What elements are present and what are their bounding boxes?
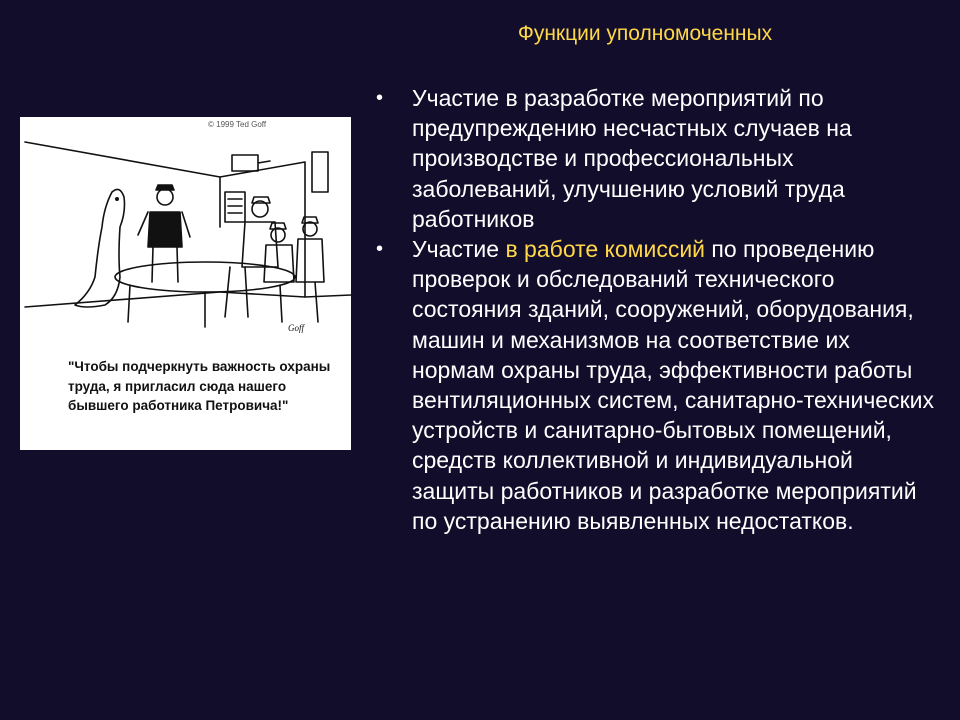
cartoon-image <box>20 117 351 450</box>
bullet-marker: • <box>376 87 384 109</box>
bullet-marker: • <box>376 238 384 261</box>
cartoon-copyright: © 1999 Ted Goff <box>208 120 267 129</box>
bullet-text-after: по проведению проверок и обследований технического состояния зданий, сооружений, оборудования, машин и механизмов на соответствие их нормам охраны труда, эффективности работы вентиляционных систем, санитарно-технических устройств и санитарно-бытовых помещений, средств коллективной и индивидуальной защиты работников и разработке мероприятий по устранению выявленных недостатков. <box>412 236 935 534</box>
bullet-highlight: в работе комиссий <box>505 236 706 263</box>
cartoon-signature: Goff <box>288 323 305 333</box>
cartoon-caption: "Чтобы подчеркнуть важность охраны труда, я пригласил сюда нашего бывшего работника Петровича!" <box>68 359 331 413</box>
bullet-text-before: Участие <box>412 236 506 263</box>
bullet-item <box>376 234 936 536</box>
bullet-list <box>376 83 936 536</box>
cartoon-drawing <box>20 117 351 347</box>
bullet-text <box>412 234 936 536</box>
bullet-text: Участие в разработке мероприятий по предупреждению несчастных случаев на производстве и профессиональных заболеваний, улучшению условий труда работников <box>412 85 852 232</box>
bullet-item <box>376 83 936 234</box>
slide-title: Функции уполномоченных <box>517 22 773 45</box>
